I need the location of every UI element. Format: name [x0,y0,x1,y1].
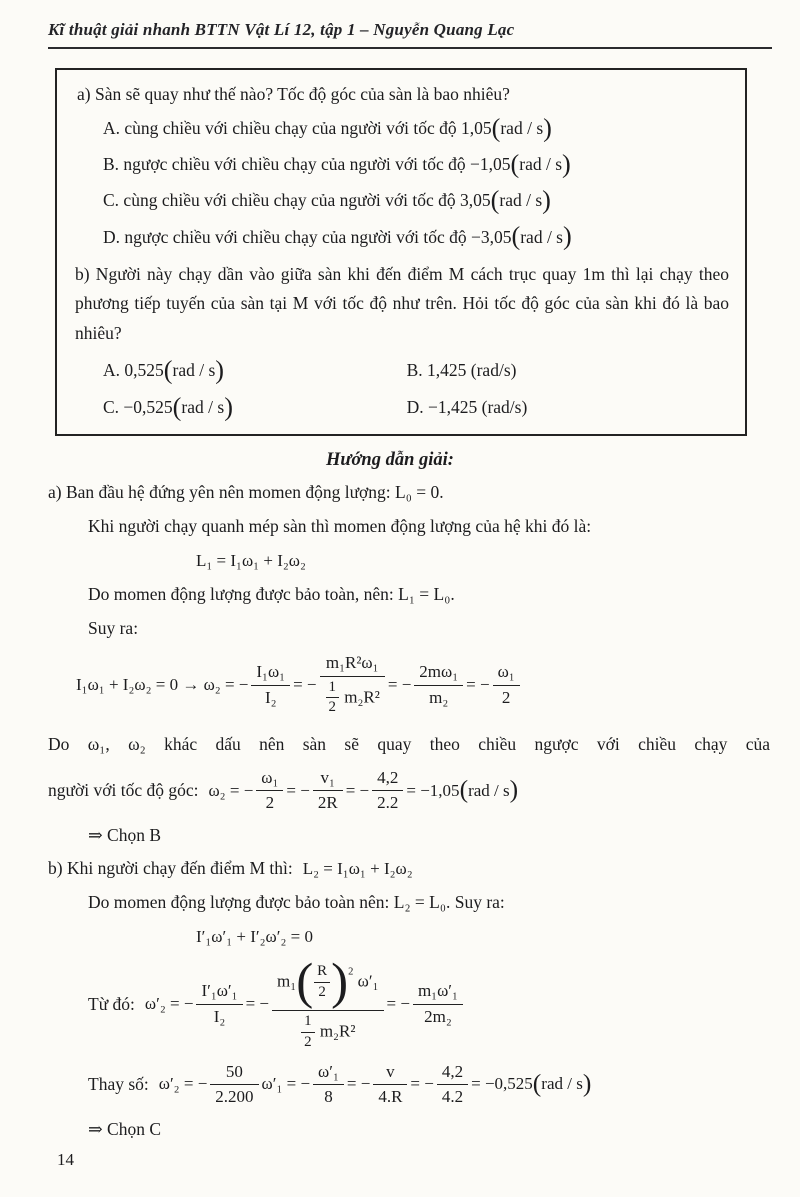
solution-b-line-4-prefix: Thay số: [88,1073,149,1094]
solution-b-tu-do-line: Từ đó: ω′₂ = − $\frac{\text{I′₁ω′₁}}{\text{I₂}}$ = − m₁( $\frac{R}{2}$ )$^2$ ω′₁ $\frac{1}{2}$ m₂R² = − $\frac{\text{m₁ω′₁}}{\text{2m₂}}$ [88,957,772,1052]
question-a-option-d: D. ngược chiều với chiều chạy của người với tốc độ −3,05(rad / s) [103,222,572,252]
solution-a-line-3: Do momen động lượng được bảo toàn, nên: L₁ = L₀. [88,583,455,604]
question-b-answer-grid [70,357,729,422]
conclusion-choose-b: ⇒ Chọn B [88,825,162,846]
question-a-option-b: B. ngược chiều với chiều chạy của người với tốc độ −1,05(rad / s) [103,149,571,179]
question-b-option-b: B. 1,425 (rad/s) [406,359,517,380]
solution-a-line-5: Do ω₁, ω₂ khác dấu nên sàn sẽ quay theo chiều ngược với chiều chạy của [48,734,770,755]
solution-a-line-4: Suy ra: [88,617,139,638]
question-a-option-c: C. cùng chiều với chiều chạy của người với tốc độ 3,05(rad / s) [103,186,551,216]
solution-a-line-6-prefix: người với tốc độ góc: [48,780,199,801]
conclusion-choose-c: ⇒ Chọn C [88,1119,162,1140]
question-b-option-d: D. −1,425 (rad/s) [406,397,528,418]
solution-heading: Hướng dẫn giải: [326,450,454,471]
solution-b-thay-so-line: Thay số: ω′₂ = − $\frac{50}{2.200}$ ω′₁ = − $\frac{\text{ω′₁}}{8}$ = − $\frac{v}{4.R}$ = − $\frac{4,2}{4.2}$ = −0,525 ( rad / s ) [88,1061,592,1106]
question-b-text: b) Người này chạy dần vào giữa sàn khi đến điểm M cách trục quay 1m thì lại chạy theo phương tiếp tuyến của sàn tại M với tốc độ như trên. Hỏi tốc độ góc của sàn khi đó là bao nhiêu? [75,263,729,344]
question-b-option-c: C. −0,525(rad / s) [103,392,233,422]
solution-b-line-1: b) Khi người chạy đến điểm M thì: L₂ = I₁ω₁ + I₂ω₂ [48,858,413,879]
solution-b-line-2: Do momen động lượng được bảo toàn nên: L₂ = L₀. Suy ra: [88,892,505,913]
solution-a-omega-line: người với tốc độ góc: ω₂ = − $\frac{\text{ω₁}}{2}$ = − $\frac{\text{v₁}}{2R}$ = − $\frac{4,2}{2.2}$ = −1,05 ( rad / s ) [48,767,519,813]
solution-a-line-1: a) Ban đầu hệ đứng yên nên momen động lượng: L₀ = 0. [48,482,444,503]
question-a-text: a) Sàn sẽ quay như thế nào? Tốc độ góc của sàn là bao nhiêu? [77,84,510,104]
solution-a-line-2: Khi người chạy quanh mép sàn thì momen động lượng của hệ khi đó là: [88,516,592,537]
question-a-option-a: A. cùng chiều với chiều chạy của người với tốc độ 1,05(rad / s) [103,113,552,143]
solution-a-formula-momentum: L₁ = I₁ω₁ + I₂ω₂ [196,550,306,570]
solution-b-line-3-prefix: Từ đó: [88,993,135,1014]
solution-b-formula-zero: I′₁ω′₁ + I′₂ω′₂ = 0 [196,926,313,946]
solution-b-line-1-prefix: b) Khi người chạy đến điểm M thì: [48,858,293,879]
solution-section [48,479,772,1140]
solution-a-formula-chain: I₁ω₁ + I₂ω₂ = 0 → ω₂ = − $\frac{\text{I₁ω₁}}{\text{I₂}}$ = − m₁R²ω₁ $\frac{1}{2}$ m₂R² = − $\frac{\text{2mω₁}}{\text{m₂}}$ = − $\frac{\text{ω₁}}{2}$ [76,653,772,717]
question-b-option-a: A. 0,525(rad / s) [103,355,225,385]
question-box [55,68,747,436]
page-header: Kĩ thuật giải nhanh BTTN Vật Lí 12, tập 1 – Nguyễn Quang Lạc [48,20,772,49]
page-number: 14 [57,1150,74,1169]
